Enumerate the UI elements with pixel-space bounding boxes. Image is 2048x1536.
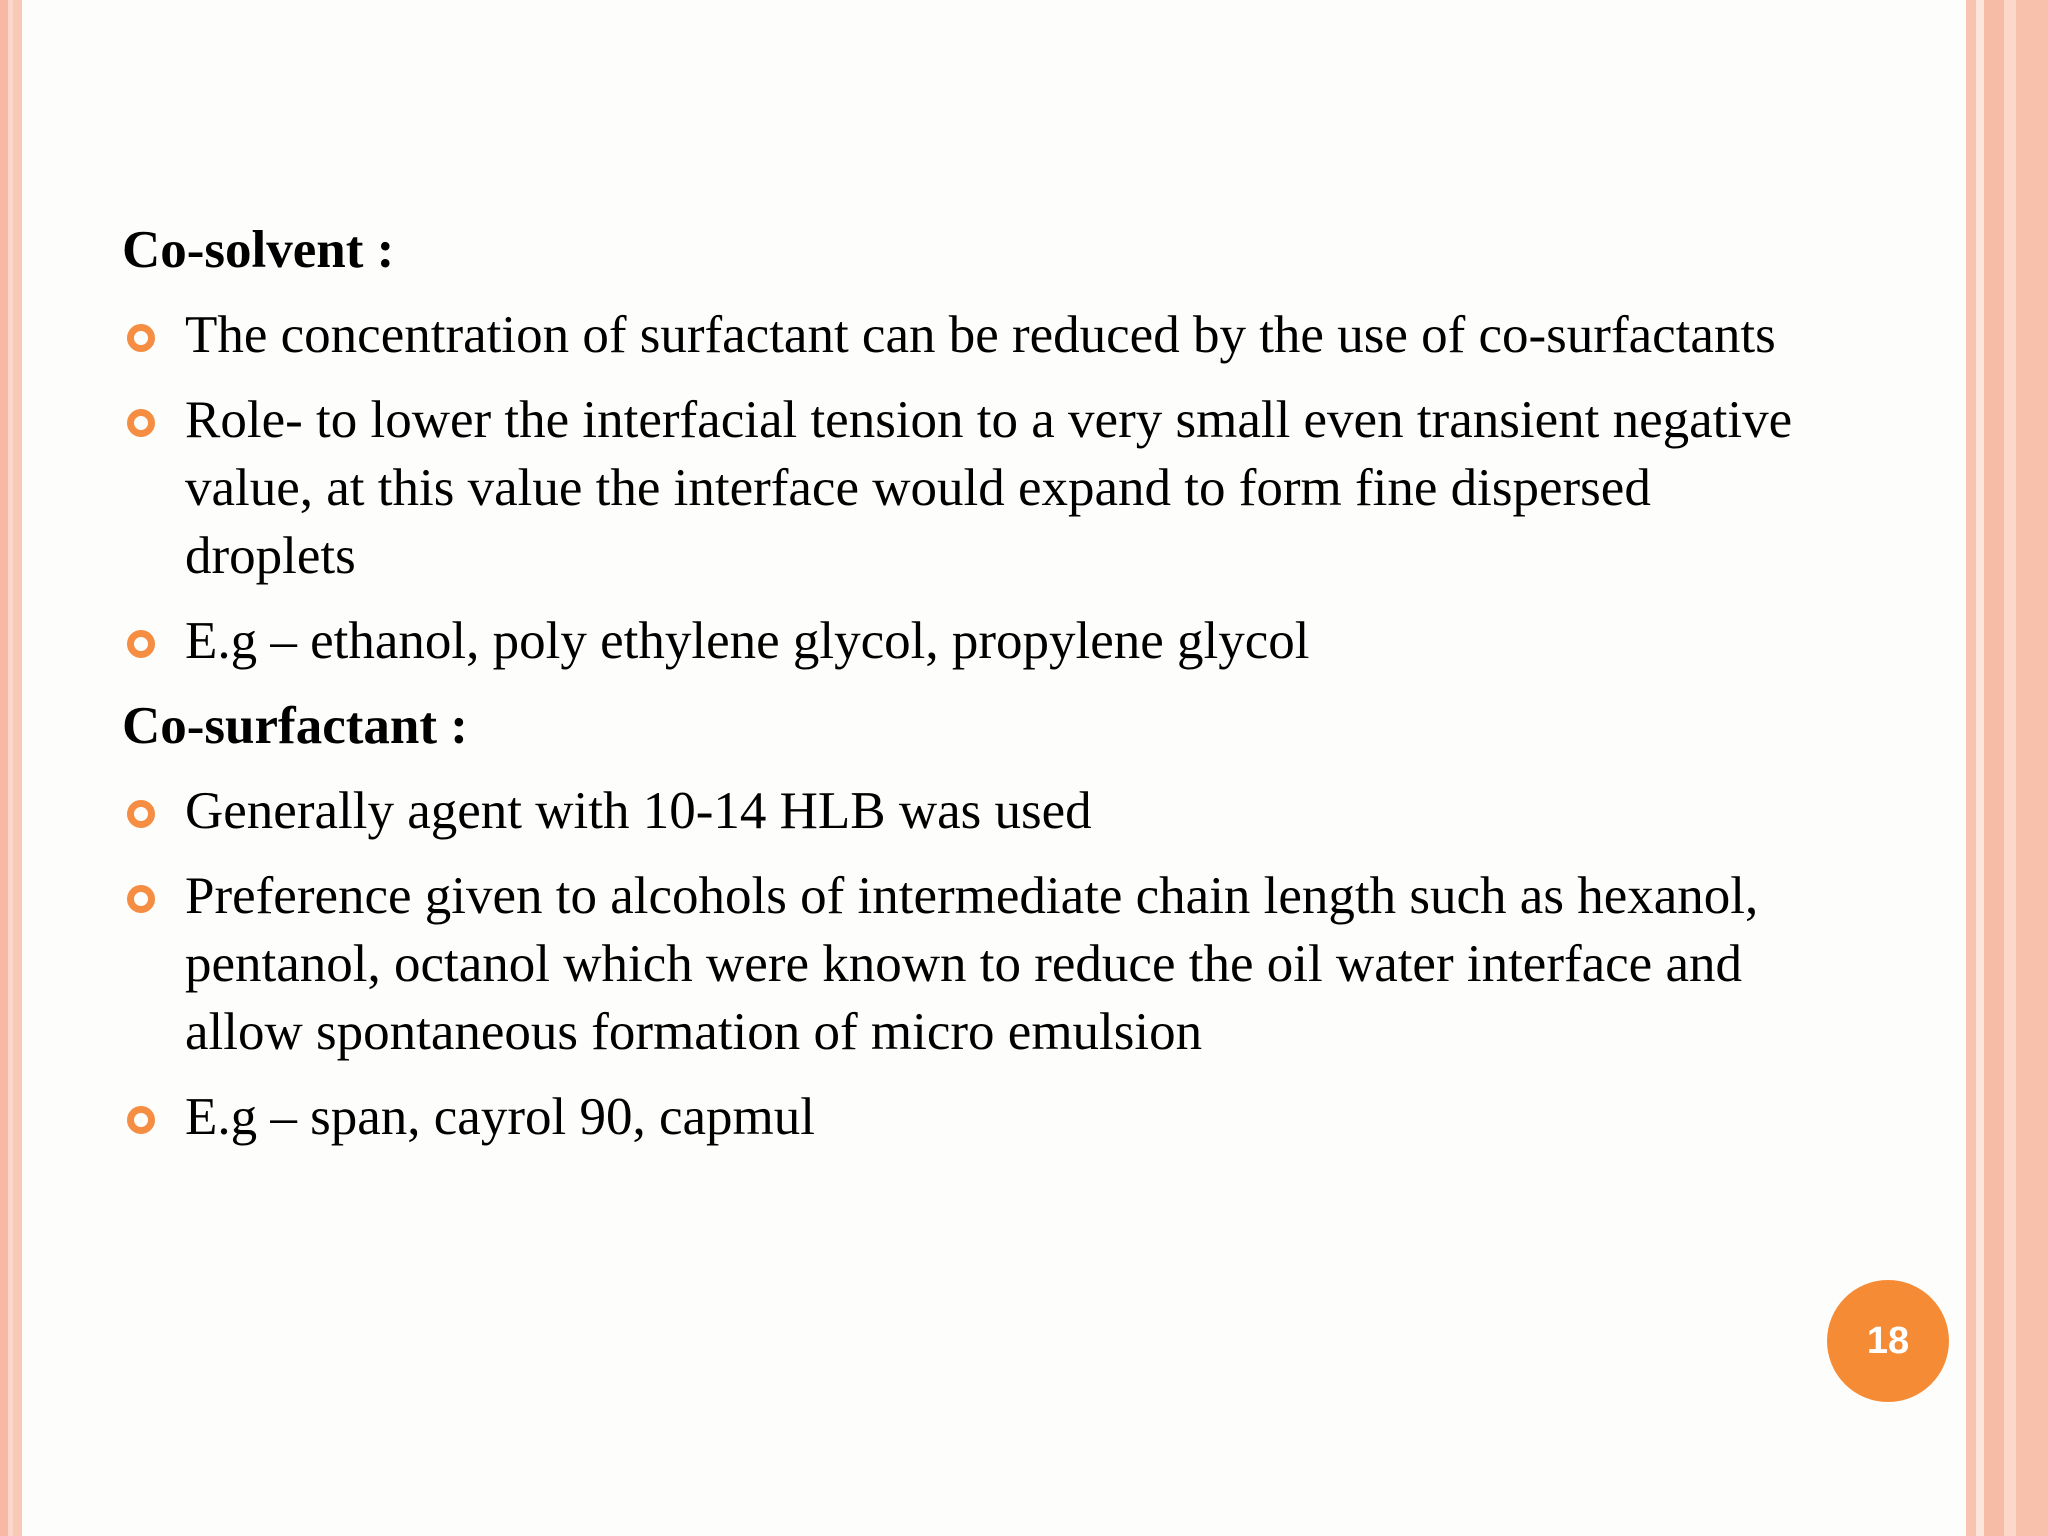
bullet-text: E.g – span, cayrol 90, capmul <box>185 1088 815 1146</box>
page-number-badge: 18 <box>1827 1280 1949 1402</box>
ring-bullet-icon <box>127 324 155 352</box>
list-item <box>122 777 1802 845</box>
ring-bullet-icon <box>127 1106 155 1134</box>
right-decorative-border <box>1958 0 2048 1536</box>
bullet-text: Role- to lower the interfacial tension to a very small even transient negative value, at this value the interface would expand to form fine dispersed droplets <box>185 391 1793 585</box>
bullet-text: Generally agent with 10-14 HLB was used <box>185 782 1092 840</box>
list-item <box>122 301 1802 369</box>
left-decorative-border <box>0 0 22 1536</box>
ring-bullet-icon <box>127 409 155 437</box>
ring-bullet-icon <box>127 630 155 658</box>
ring-bullet-icon <box>127 885 155 913</box>
bullet-text: E.g – ethanol, poly ethylene glycol, propylene glycol <box>185 612 1310 670</box>
list-item <box>122 607 1802 675</box>
list-item <box>122 386 1802 590</box>
ring-bullet-icon <box>127 800 155 828</box>
list-item <box>122 1083 1802 1151</box>
list-item <box>122 862 1802 1066</box>
slide-content <box>122 216 1802 1168</box>
section-heading-co-surfactant: Co-surfactant : <box>122 697 468 755</box>
bullet-text: Preference given to alcohols of intermediate chain length such as hexanol, pentanol, octanol which were known to reduce the oil water interface and allow spontaneous formation of micro emulsion <box>185 867 1759 1061</box>
section-heading-co-solvent: Co-solvent : <box>122 221 395 279</box>
bullet-text: The concentration of surfactant can be reduced by the use of co-surfactants <box>185 306 1776 364</box>
